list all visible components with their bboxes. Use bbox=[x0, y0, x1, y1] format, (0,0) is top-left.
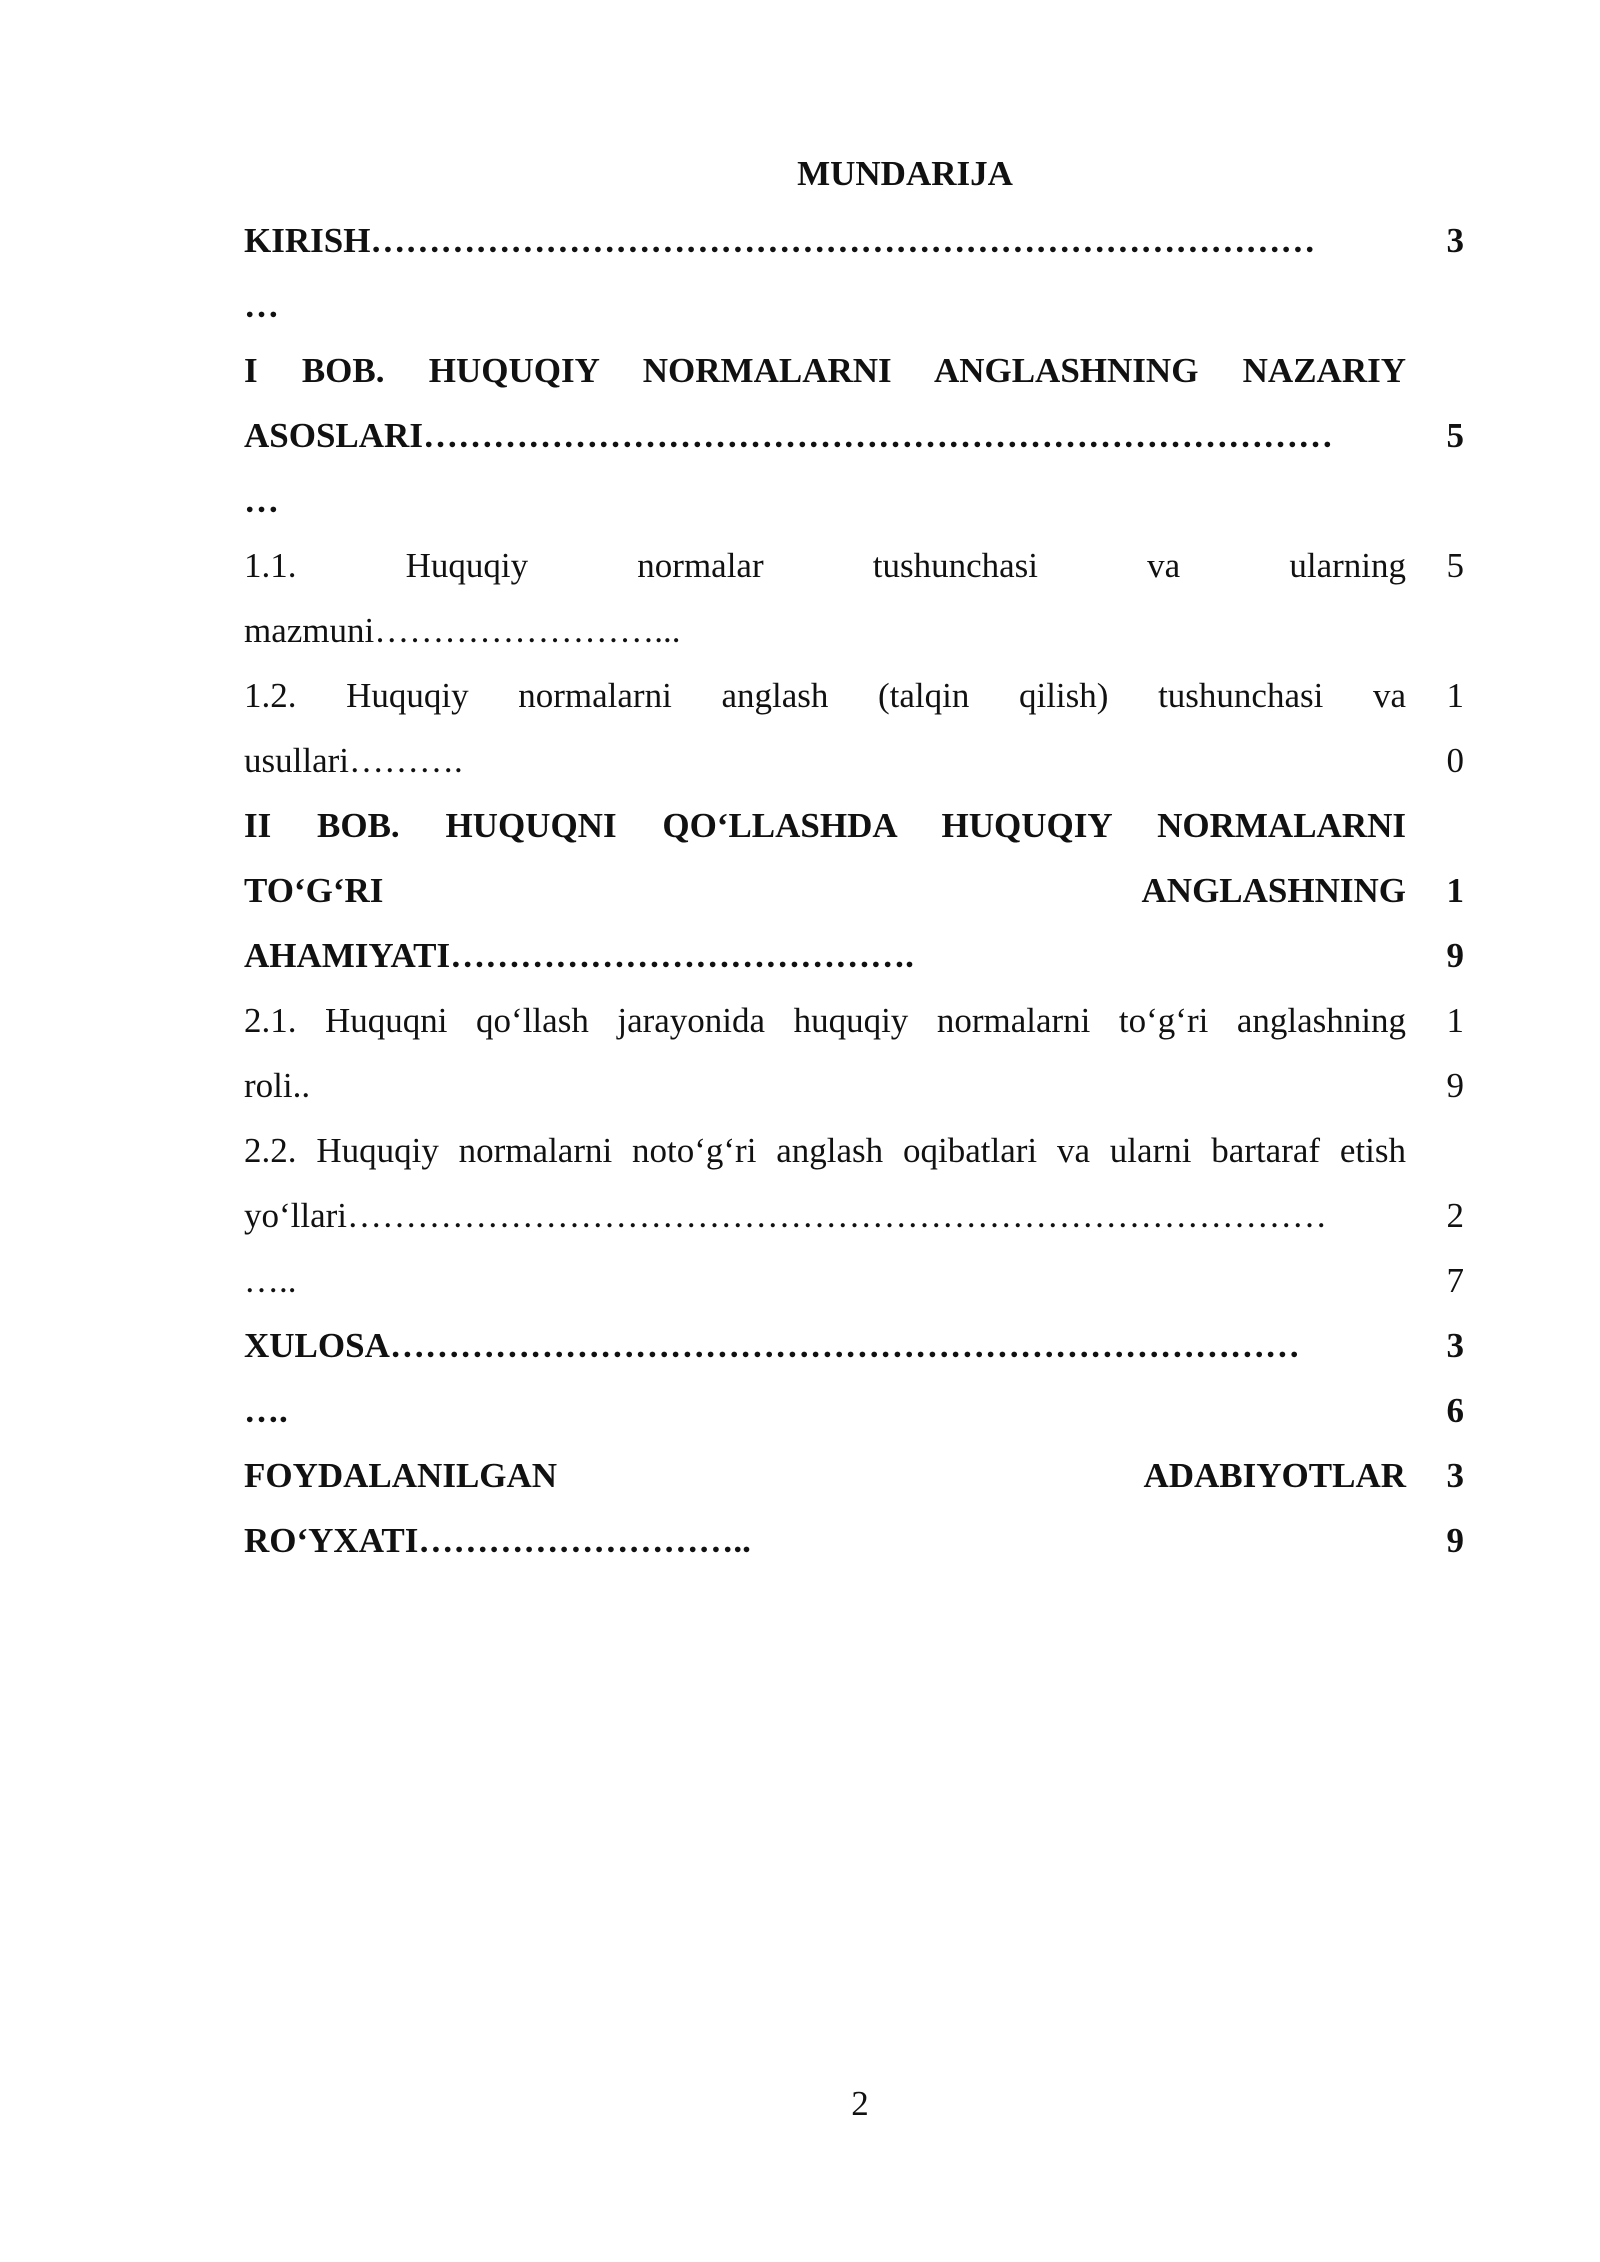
toc-entry-page bbox=[1406, 1313, 1464, 1443]
toc-entry-line: roli.. bbox=[244, 1066, 311, 1105]
toc-entry-page-line: 0 bbox=[1446, 741, 1464, 780]
toc-entry-title bbox=[244, 988, 1406, 1118]
toc-entry-page bbox=[1406, 338, 1464, 533]
toc-entry-line: I BOB. HUQUQIY NORMALARNI ANGLASHNING NAZARIY bbox=[244, 351, 1406, 390]
toc-entry bbox=[244, 663, 1464, 793]
toc-entry-page bbox=[1406, 1443, 1464, 1573]
toc-entry-line: XULOSA…………………………………………………………………… bbox=[244, 1326, 1300, 1365]
toc-entry-line: TO‘G‘RI ANGLASHNING bbox=[244, 871, 1406, 910]
toc-entry-page-line: 3 bbox=[1446, 1456, 1464, 1495]
toc-entry-line: AHAMIYATI…………………………………. bbox=[244, 936, 914, 975]
toc-entry-line: 2.2. Huquqiy normalarni noto‘g‘ri anglash oqibatlari va ularni bartaraf etish bbox=[244, 1131, 1406, 1170]
toc-entry-page-line: 5 bbox=[1446, 546, 1464, 585]
toc-entry-page-line: 2 bbox=[1446, 1196, 1464, 1235]
toc-entry-page-line: 3 bbox=[1446, 221, 1464, 260]
toc-entry-line: ASOSLARI…………………………………………………………………… bbox=[244, 416, 1333, 455]
toc-entry-line: yo‘llari………………………………………………………………………… bbox=[244, 1196, 1328, 1235]
toc-entry-page-line bbox=[1406, 468, 1464, 533]
toc-entry-line: … bbox=[244, 286, 279, 325]
toc-entry-line: 1.1. Huquqiy normalar tushunchasi va ularning bbox=[244, 546, 1406, 585]
toc-entry-page bbox=[1406, 988, 1464, 1118]
toc-entry-line: usullari………. bbox=[244, 741, 463, 780]
toc-entry bbox=[244, 1313, 1464, 1443]
toc-entry-title bbox=[244, 208, 1406, 338]
toc-entry-page-line bbox=[1406, 793, 1464, 858]
toc-entry-page-line: 1 bbox=[1446, 676, 1464, 715]
toc-entry-page-line: 1 bbox=[1446, 871, 1464, 910]
toc-entry-line: ….. bbox=[244, 1261, 297, 1300]
toc-entry bbox=[244, 338, 1464, 533]
toc-entry-page-line: 9 bbox=[1446, 936, 1464, 975]
toc-entry-line: RO‘YXATI……………………….. bbox=[244, 1521, 751, 1560]
toc-entry-line: …. bbox=[244, 1391, 288, 1430]
toc-entry bbox=[244, 208, 1464, 338]
page-number: 2 bbox=[851, 2084, 869, 2123]
toc-entry-page bbox=[1406, 1118, 1464, 1313]
toc-entry-page bbox=[1406, 793, 1464, 988]
toc-entry-line: KIRISH……………………………………………………………………… bbox=[244, 221, 1316, 260]
toc-entry-page-line bbox=[1406, 338, 1464, 403]
toc-entry-title bbox=[244, 533, 1406, 663]
toc-entry bbox=[244, 1443, 1464, 1573]
toc-entry bbox=[244, 793, 1464, 988]
toc-entry-title bbox=[244, 338, 1406, 533]
toc-entry-page-line: 7 bbox=[1446, 1261, 1464, 1300]
toc-entry bbox=[244, 533, 1464, 663]
toc-entry-page-line: 3 bbox=[1446, 1326, 1464, 1365]
toc-entry-line: 1.2. Huquqiy normalarni anglash (talqin qilish) tushunchasi va bbox=[244, 676, 1406, 715]
toc-entry-line: mazmuni……………………... bbox=[244, 611, 681, 650]
toc-entry-page bbox=[1406, 208, 1464, 338]
table-of-contents bbox=[244, 208, 1464, 1573]
toc-entry-page-line bbox=[1406, 273, 1464, 338]
toc-entry-page-line bbox=[1406, 1118, 1464, 1183]
toc-entry-title bbox=[244, 1118, 1406, 1313]
toc-title: MUNDARIJA bbox=[797, 154, 1013, 193]
toc-entry bbox=[244, 988, 1464, 1118]
toc-entry-line: 2.1. Huquqni qo‘llash jarayonida huquqiy normalarni to‘g‘ri anglashning bbox=[244, 1001, 1406, 1040]
toc-entry-page-line: 5 bbox=[1446, 416, 1464, 455]
toc-entry-page-line bbox=[1406, 598, 1464, 663]
toc-entry-page bbox=[1406, 663, 1464, 793]
toc-entry-line: FOYDALANILGAN ADABIYOTLAR bbox=[244, 1456, 1406, 1495]
toc-entry-page-line: 9 bbox=[1446, 1521, 1464, 1560]
toc-entry-page bbox=[1406, 533, 1464, 663]
toc-entry-title bbox=[244, 793, 1406, 988]
toc-entry-page-line: 1 bbox=[1446, 1001, 1464, 1040]
toc-entry-page-line: 6 bbox=[1446, 1391, 1464, 1430]
toc-entry-title bbox=[244, 1443, 1406, 1573]
toc-entry-page-line: 9 bbox=[1446, 1066, 1464, 1105]
toc-entry bbox=[244, 1118, 1464, 1313]
toc-entry-line: II BOB. HUQUQNI QO‘LLASHDA HUQUQIY NORMALARNI bbox=[244, 806, 1406, 845]
toc-entry-title bbox=[244, 1313, 1406, 1443]
toc-entry-title bbox=[244, 663, 1406, 793]
toc-entry-line: … bbox=[244, 481, 279, 520]
